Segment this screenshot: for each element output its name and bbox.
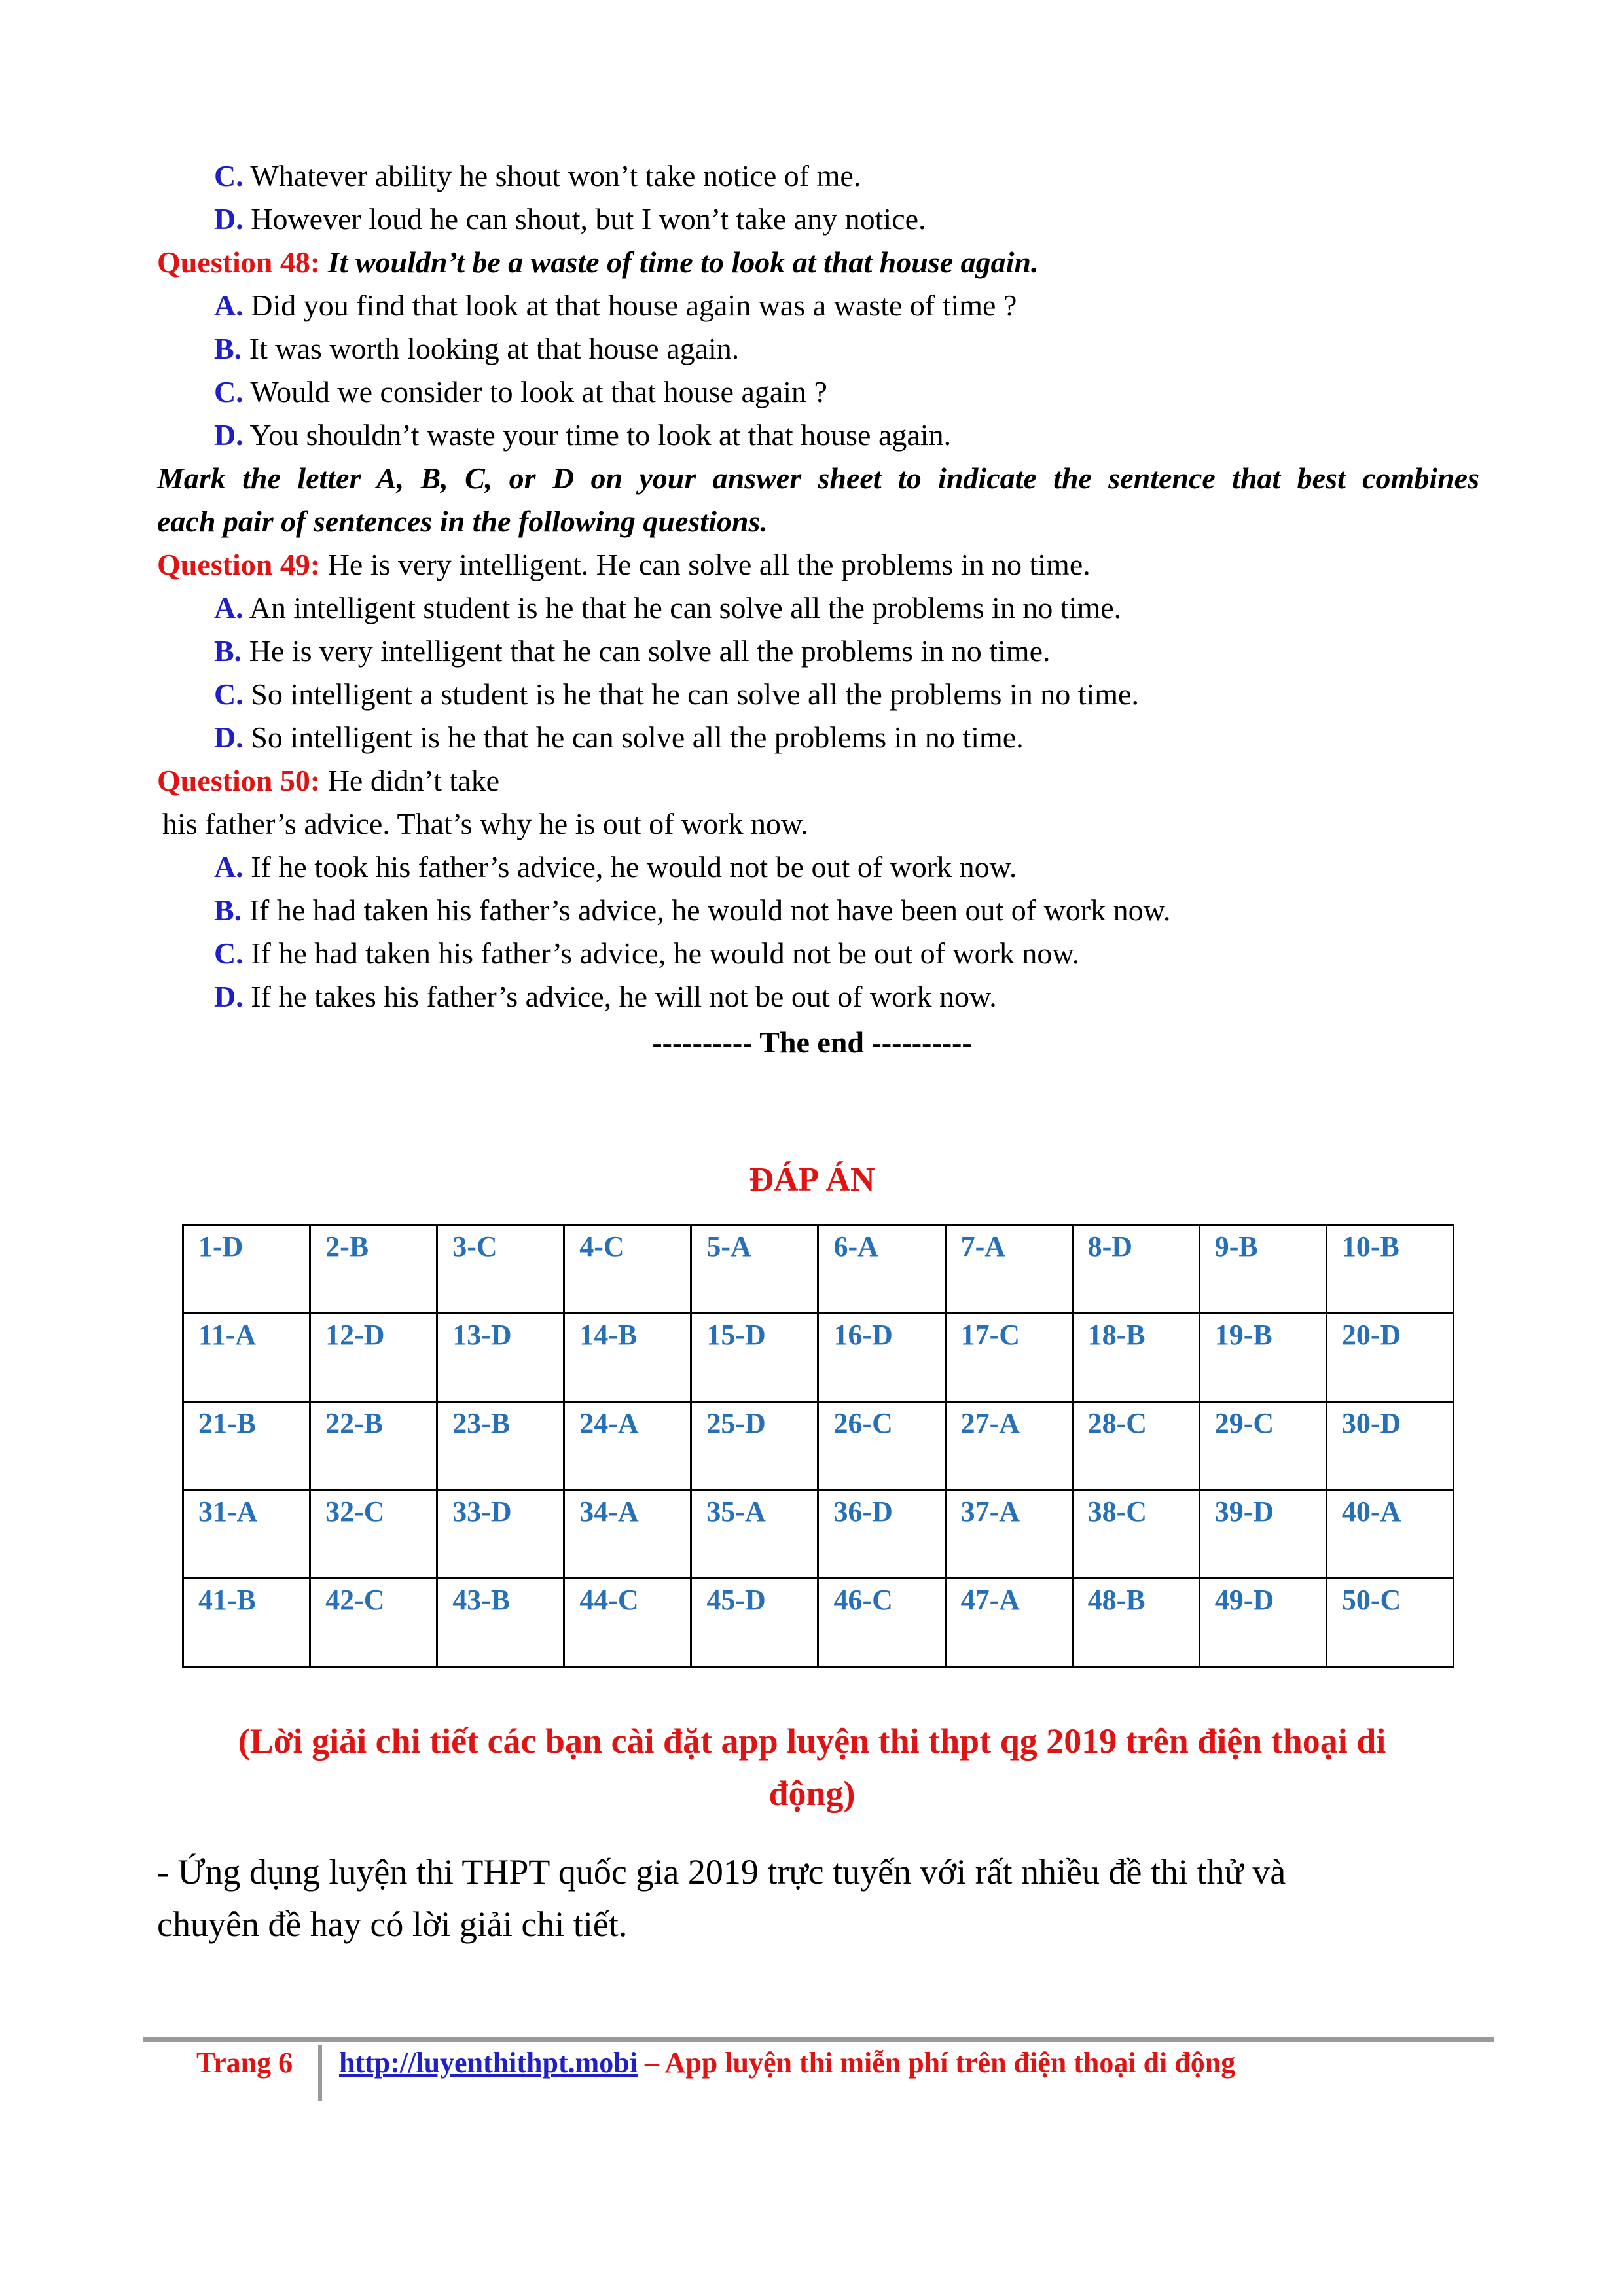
option-text: If he had taken his father’s advice, he would not be out of work now. xyxy=(243,937,1080,970)
answer-cell: 33-D xyxy=(437,1490,564,1579)
answer-cell: 30-D xyxy=(1326,1402,1453,1490)
option-letter: D. xyxy=(214,418,244,452)
answer-cell: 22-B xyxy=(310,1402,437,1490)
option-letter: B. xyxy=(214,893,242,927)
q48-option-c xyxy=(214,370,827,414)
answer-cell: 5-A xyxy=(691,1225,818,1314)
answer-cell: 18-B xyxy=(1072,1314,1199,1402)
question-label: Question 48: xyxy=(157,245,321,279)
answer-row xyxy=(183,1314,1454,1402)
answer-cell: 15-D xyxy=(691,1314,818,1402)
answer-cell: 37-A xyxy=(945,1490,1072,1579)
answer-cell: 6-A xyxy=(818,1225,945,1314)
option-letter: B. xyxy=(214,332,242,365)
q49-option-d xyxy=(214,716,1024,759)
answer-key-table xyxy=(182,1224,1454,1668)
answer-cell: 1-D xyxy=(183,1225,310,1314)
footer-link[interactable]: http://luyenthithpt.mobi xyxy=(339,2047,638,2079)
footer-rule xyxy=(143,2037,1494,2042)
q50-option-a xyxy=(214,846,1017,889)
question-text: He is very intelligent. He can solve all the problems in no time. xyxy=(320,548,1091,581)
q49-prompt xyxy=(157,543,1091,586)
q50-option-b xyxy=(214,889,1170,932)
option-letter: B. xyxy=(214,634,242,668)
option-text: You shouldn’t waste your time to look at that house again. xyxy=(243,418,952,452)
answer-row xyxy=(183,1402,1454,1490)
answer-cell: 45-D xyxy=(691,1579,818,1667)
answer-cell: 17-C xyxy=(945,1314,1072,1402)
q48-option-b xyxy=(214,327,739,370)
answer-cell: 20-D xyxy=(1326,1314,1453,1402)
answer-cell: 27-A xyxy=(945,1402,1072,1490)
answer-cell: 49-D xyxy=(1199,1579,1326,1667)
answer-cell: 38-C xyxy=(1072,1490,1199,1579)
solution-note-line-1: (Lời giải chi tiết các bạn cài đặt app luyện thi thpt qg 2019 trên điện thoại di xyxy=(238,1721,1386,1761)
option-text: He is very intelligent that he can solve all the problems in no time. xyxy=(242,634,1051,668)
answer-cell: 2-B xyxy=(310,1225,437,1314)
answer-cell: 8-D xyxy=(1072,1225,1199,1314)
answer-cell: 26-C xyxy=(818,1402,945,1490)
q50-prompt-continued: his father’s advice. That’s why he is out of work now. xyxy=(162,807,808,840)
footer-tagline: – App luyện thi miễn phí trên điện thoại di động xyxy=(637,2047,1236,2079)
answer-cell: 36-D xyxy=(818,1490,945,1579)
solution-note-line-2: động) xyxy=(768,1774,856,1813)
answer-row xyxy=(183,1225,1454,1314)
answer-cell: 24-A xyxy=(564,1402,691,1490)
option-text: So intelligent is he that he can solve all the problems in no time. xyxy=(243,721,1024,754)
the-end-marker: ---------- The end ---------- xyxy=(652,1026,972,1059)
option-text: If he had taken his father’s advice, he would not have been out of work now. xyxy=(242,893,1171,927)
answer-cell: 39-D xyxy=(1199,1490,1326,1579)
instruction-line-2: each pair of sentences in the following questions. xyxy=(157,505,768,538)
instruction-line-1: Mark the letter A, B, C, or D on your answer sheet to indicate the sentence that best combines xyxy=(157,461,1479,495)
answer-cell: 29-C xyxy=(1199,1402,1326,1490)
answer-cell: 23-B xyxy=(437,1402,564,1490)
q47-option-c xyxy=(214,154,861,198)
promo-line-2: chuyên đề hay có lời giải chi tiết. xyxy=(157,1905,628,1944)
answer-cell: 34-A xyxy=(564,1490,691,1579)
option-letter: A. xyxy=(214,289,244,322)
answer-cell: 28-C xyxy=(1072,1402,1199,1490)
answer-cell: 13-D xyxy=(437,1314,564,1402)
option-text: It was worth looking at that house again. xyxy=(242,332,740,365)
question-text: It wouldn’t be a waste of time to look at that house again. xyxy=(320,245,1039,279)
option-letter: D. xyxy=(214,721,244,754)
q47-option-d xyxy=(214,198,926,241)
option-text: So intelligent a student is he that he can solve all the problems in no time. xyxy=(243,677,1139,711)
answer-cell: 42-C xyxy=(310,1579,437,1667)
promo-line-1: - Ứng dụng luyện thi THPT quốc gia 2019 trực tuyến với rất nhiều đề thi thử và xyxy=(157,1852,1286,1892)
answer-cell: 43-B xyxy=(437,1579,564,1667)
q48-prompt xyxy=(157,241,1039,284)
option-text: However loud he can shout, but I won’t take any notice. xyxy=(243,202,926,236)
q49-option-a xyxy=(214,586,1121,630)
answer-key-title: ĐÁP ÁN xyxy=(749,1161,875,1198)
answer-cell: 3-C xyxy=(437,1225,564,1314)
answer-cell: 32-C xyxy=(310,1490,437,1579)
answer-cell: 48-B xyxy=(1072,1579,1199,1667)
option-letter: C. xyxy=(214,937,244,970)
answer-cell: 11-A xyxy=(183,1314,310,1402)
option-letter: C. xyxy=(214,159,244,192)
answer-cell: 40-A xyxy=(1326,1490,1453,1579)
answer-row xyxy=(183,1490,1454,1579)
q48-option-a xyxy=(214,284,1017,327)
option-text: If he took his father’s advice, he would not be out of work now. xyxy=(243,850,1017,884)
option-letter: A. xyxy=(214,850,244,884)
q48-option-d xyxy=(214,414,951,457)
footer-page-number: Trang 6 xyxy=(196,2047,293,2079)
option-letter: D. xyxy=(214,980,244,1013)
answer-cell: 19-B xyxy=(1199,1314,1326,1402)
q50-option-c xyxy=(214,932,1079,975)
answer-cell: 9-B xyxy=(1199,1225,1326,1314)
option-text: Did you find that look at that house again was a waste of time ? xyxy=(243,289,1017,322)
answer-cell: 4-C xyxy=(564,1225,691,1314)
question-label: Question 49: xyxy=(157,548,321,581)
answer-cell: 12-D xyxy=(310,1314,437,1402)
question-text: He didn’t take xyxy=(320,764,499,797)
option-text: Would we consider to look at that house again ? xyxy=(243,375,827,408)
answer-cell: 35-A xyxy=(691,1490,818,1579)
answer-cell: 47-A xyxy=(945,1579,1072,1667)
answer-cell: 10-B xyxy=(1326,1225,1453,1314)
answer-cell: 16-D xyxy=(818,1314,945,1402)
answer-cell: 21-B xyxy=(183,1402,310,1490)
answer-cell: 7-A xyxy=(945,1225,1072,1314)
q49-option-b xyxy=(214,630,1051,673)
option-letter: D. xyxy=(214,202,244,236)
option-letter: A. xyxy=(214,591,244,624)
q49-option-c xyxy=(214,673,1139,716)
option-letter: C. xyxy=(214,677,244,711)
question-label: Question 50: xyxy=(157,764,321,797)
answer-row xyxy=(183,1579,1454,1667)
answer-cell: 46-C xyxy=(818,1579,945,1667)
answer-cell: 44-C xyxy=(564,1579,691,1667)
footer-text xyxy=(339,2046,1235,2079)
q50-option-d xyxy=(214,975,997,1018)
option-text: An intelligent student is he that he can solve all the problems in no time. xyxy=(243,591,1122,624)
answer-cell: 41-B xyxy=(183,1579,310,1667)
option-letter: C. xyxy=(214,375,244,408)
footer-divider xyxy=(318,2045,322,2101)
answer-cell: 14-B xyxy=(564,1314,691,1402)
option-text: If he takes his father’s advice, he will not be out of work now. xyxy=(243,980,997,1013)
q50-prompt xyxy=(157,759,499,802)
answer-cell: 50-C xyxy=(1326,1579,1453,1667)
option-text: Whatever ability he shout won’t take notice of me. xyxy=(243,159,861,192)
answer-cell: 25-D xyxy=(691,1402,818,1490)
answer-cell: 31-A xyxy=(183,1490,310,1579)
